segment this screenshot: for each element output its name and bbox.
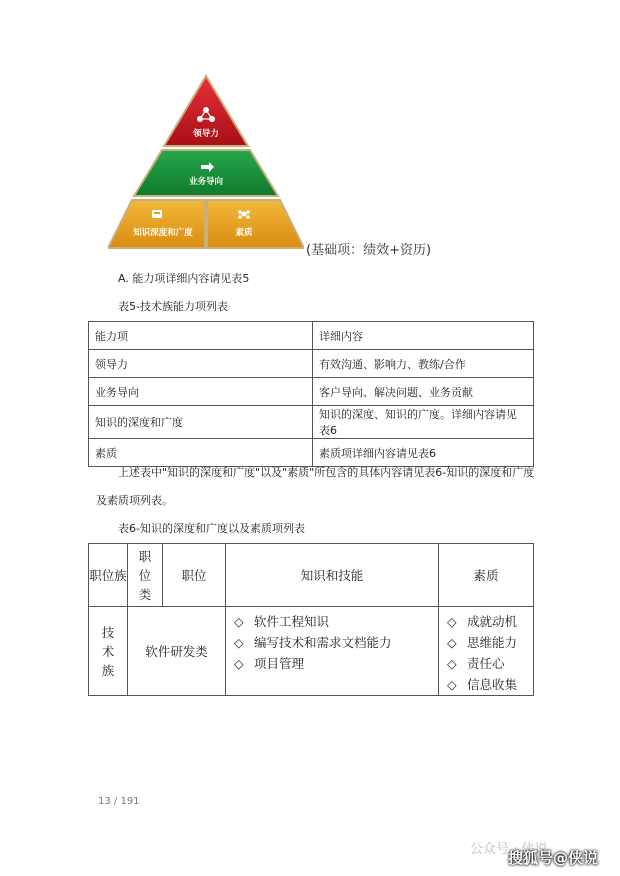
table-cell: 客户导向、解决问题、业务贡献 [313,378,534,406]
header-family: 职位族 [89,544,128,607]
paragraph-line2: 及素质项列表。 [96,494,173,507]
table-row [89,350,534,378]
page-number: 13 / 191 [98,796,140,807]
watermark-sohu: 搜狐号@侠说 [508,849,599,867]
pyramid-diagram [108,72,304,252]
table-cell: 知识的深度、知识的广度。详细内容请见表6 [313,406,534,439]
table-header-cell: 能力项 [89,322,313,350]
books-icon [152,210,162,218]
pyramid-bottom-left-tier [108,200,205,248]
pyramid-middle-label: 业务导向 [188,177,224,187]
table-cell: 素质项详细内容请见表6 [313,439,534,467]
pyramid-bottom-left-label: 知识深度和广度 [133,228,193,238]
table-cell: 有效沟通、影响力、教练/合作 [313,350,534,378]
list-item: ◇ 信息收集 [447,674,533,695]
pyramid-bottom-right-label: 素质 [235,228,253,238]
diamond-bullet-icon: ◇ [447,656,457,671]
list-item: ◇ 软件工程知识 [234,611,438,632]
table5-caption: 表5-技术族能力项列表 [118,300,228,313]
list-item: ◇ 编写技术和需求文档能力 [234,632,438,653]
list-item: ◇ 项目管理 [234,653,438,674]
table-cell: 业务导向 [89,378,313,406]
table-header-cell: 详细内容 [313,322,534,350]
cell-knowledge-list [226,607,439,696]
pyramid-middle-tier [134,150,278,196]
cell-quality-list [439,607,534,696]
list-item: ◇ 思维能力 [447,632,533,653]
pyramid-bottom-right-tier [207,200,304,248]
diamond-bullet-icon: ◇ [234,635,244,650]
table-row [89,378,534,406]
cell-category: 软件研发类 [128,607,226,696]
header-knowledge: 知识和技能 [226,544,439,607]
table6 [88,543,534,696]
diamond-bullet-icon: ◇ [447,635,457,650]
cell-family: 技术族 [89,607,128,696]
table-cell: 素质 [89,439,313,467]
pyramid-caption: (基础项：绩效+资历) [306,243,432,258]
table-row [89,607,534,696]
table-row [89,322,534,350]
table-cell: 领导力 [89,350,313,378]
header-position: 职位 [163,544,226,607]
header-quality: 素质 [439,544,534,607]
table5 [88,321,534,467]
header-category: 职位类 [128,544,163,607]
pyramid-top-label: 领导力 [193,129,219,139]
table-row [89,544,534,607]
note-a: A. 能力项详细内容请见表5 [118,272,250,285]
list-item: ◇ 成就动机 [447,611,533,632]
watermark-gzh: 公众号 · 侠说 [470,842,548,857]
table-row [89,406,534,439]
table6-caption: 表6-知识的深度和广度以及素质项列表 [118,522,305,535]
table-cell: 知识的深度和广度 [89,406,313,439]
diamond-bullet-icon: ◇ [234,656,244,671]
diamond-bullet-icon: ◇ [447,614,457,629]
diamond-bullet-icon: ◇ [234,614,244,629]
diamond-bullet-icon: ◇ [447,677,457,692]
list-item: ◇ 责任心 [447,653,533,674]
table-row [89,439,534,467]
paragraph-line1: 上述表中"知识的深度和广度"以及"素质"所包含的具体内容请见表6-知识的深度和广度 [118,466,535,479]
